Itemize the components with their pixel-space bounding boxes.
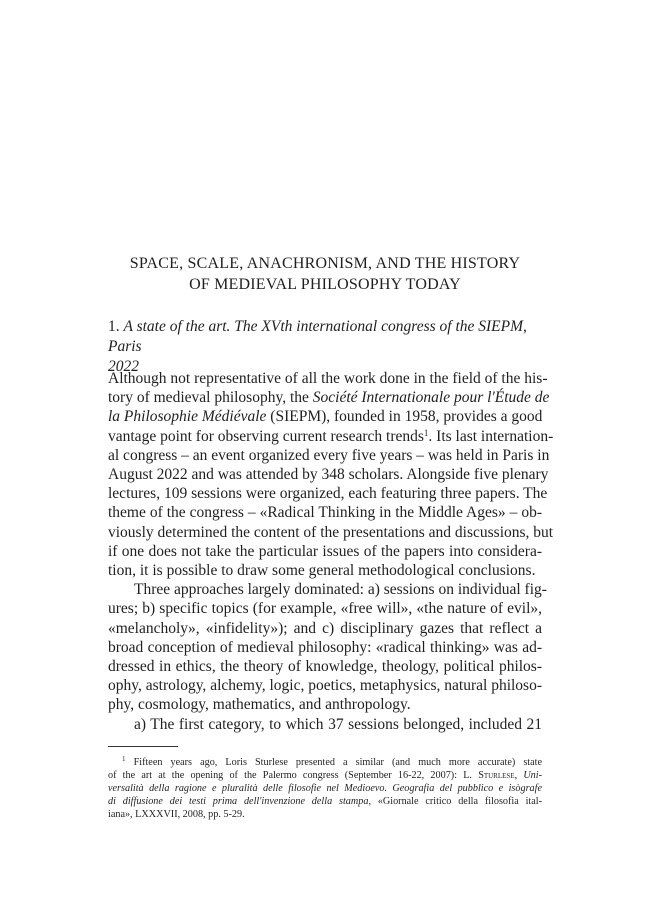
text-line: ures; b) specific topics (for example, «free will», «the nature of evil», [108, 600, 542, 618]
section-number: 1. [108, 318, 124, 335]
body-paragraphs [108, 369, 554, 734]
text-line: «melancholy», «infidelity»); and c) disciplinary gazes that reflect a [108, 619, 542, 637]
text-line: vantage point for observing current research trends$^1$. Its last internation- [108, 427, 554, 445]
text-line: viously determined the content of the presentations and discussions, but [108, 523, 554, 541]
title-line-1: SPACE, SCALE, ANACHRONISM, AND THE HISTORY [129, 255, 521, 272]
section-heading [108, 317, 542, 377]
text-line: broad conception of medieval philosophy: «radical thinking» was ad- [108, 638, 542, 656]
footnote [108, 756, 542, 821]
text-line: dressed in ethics, the theory of knowledge, theology, political philos- [108, 658, 542, 676]
footnote-line: di diffusione dei testi prima dell'invenzione della stampa, «Giornale critico della filosofia ital- [108, 796, 542, 807]
text-line: al congress – an event organized every five years – was held in Paris in [108, 446, 550, 464]
footnote-line: versalità della ragione e pluralità delle filosofie nel Medioevo. Geografia del pubblico e isògrafe [108, 783, 542, 794]
section-heading-line-2: 2022 [108, 358, 139, 375]
footnote-divider [108, 746, 178, 747]
section-heading-line-1: A state of the art. The XVth international congress of the SIEPM, Paris [108, 318, 527, 355]
text-line: tion, it is possible to draw some general methodological conclusions. [108, 562, 536, 580]
footnote-ref[interactable]: 1 [423, 427, 429, 438]
text-line: a) The first category, to which 37 sessions belonged, included 21 [134, 715, 542, 733]
text-line: lectures, 109 sessions were organized, each featuring three papers. The [108, 485, 548, 503]
title-line-2: OF MEDIEVAL PHILOSOPHY TODAY [189, 276, 461, 293]
text-line: la Philosophie Médiévale (SIEPM), founded in 1958, provides a good [108, 408, 543, 426]
text-line: August 2022 and was attended by 348 scholars. Alongside five plenary [108, 466, 549, 484]
text-line: theme of the congress – «Radical Thinking in the Middle Ages» – ob- [108, 504, 542, 522]
text-line: if one does not take the particular issues of the papers into considera- [108, 542, 542, 560]
text-line: ophy, astrology, alchemy, logic, poetics, metaphysics, natural philoso- [108, 677, 542, 695]
footnote-line: of the art at the opening of the Palermo congress (September 16-22, 2007): L. Sturlese, Uni- [108, 770, 543, 781]
footnote-line: iana», LXXXVII, 2008, pp. 5-29. [108, 809, 245, 820]
article-title [108, 253, 542, 295]
text-line: phy, cosmology, mathematics, and anthropology. [108, 696, 411, 714]
footnote-line: $^1$ Fifteen years ago, Loris Sturlese presented a similar (and much more accurate) state [122, 755, 542, 768]
text-line: tory of medieval philosophy, the Société Internationale pour l'Étude de [108, 389, 550, 407]
text-line: Although not representative of all the work done in the field of the his- [108, 370, 548, 387]
text-line: Three approaches largely dominated: a) sessions on individual fig- [134, 581, 547, 599]
